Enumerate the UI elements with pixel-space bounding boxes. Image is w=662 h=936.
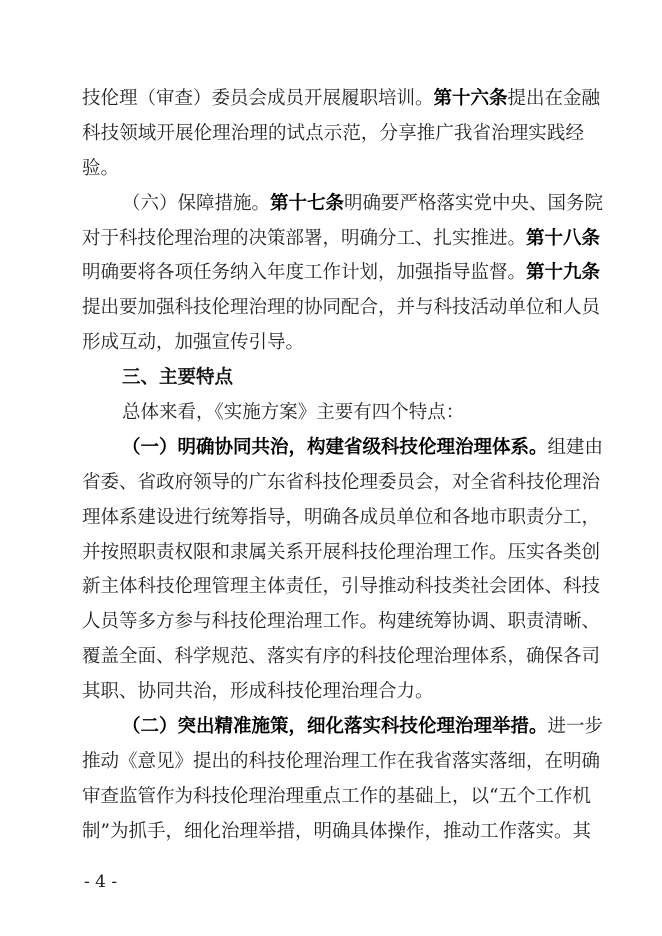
text-segment: 制”为抓手，细化治理举措，明确具体操作，推动工作落实。其 [82,820,591,842]
text-segment: 明确要严格落实党中央、国务院 [344,192,604,214]
text-segment: 省委、省政府领导的广东省科技伦理委员会，对全省科技伦理治 [82,471,601,493]
text-line [82,501,601,536]
text-segment: 科技领域开展伦理治理的试点示范，分享推广我省治理实践经 [82,122,584,144]
text-segment: 提出要加强科技伦理治理的协同配合，并与科技活动单位和人员 [82,297,601,319]
text-line [82,152,584,187]
text-segment: 审查监管作为科技伦理治理重点工作的基础上，以“五个工作机 [82,785,591,807]
text-line [82,117,584,152]
text-line [82,396,584,431]
text-segment: 验。 [82,157,120,179]
text-line [82,466,601,501]
text-segment: 技伦理（审查）委员会成员开展履职培训。 [82,88,434,109]
text-line [82,256,601,291]
text-segment: 形成互动，加强宣传引导。 [82,332,305,354]
text-line [82,536,601,571]
text-line [82,780,591,815]
text-line [82,222,601,257]
text-line [82,675,584,710]
text-segment: 新主体科技伦理管理主体责任，引导推动科技类社会团体、科技 [82,576,601,598]
text-line [82,326,584,361]
text-segment: 组建由 [547,436,604,458]
text-line [82,745,601,780]
text-segment: 提出在金融 [507,88,601,109]
text-segment: （六）保障措施。 [122,192,271,214]
text-line [82,605,601,640]
text-segment: 理体系建设进行统筹指导，明确各成员单位和各地市职责分工， [82,506,601,528]
text-line [82,431,604,466]
bold-text: 第十六条 [433,88,508,109]
text-segment: 其职、协同共治，形成科技伦理治理合力。 [82,681,434,703]
text-segment: 推动《意见》提出的科技伦理治理工作在我省落实落细，在明确 [82,750,601,772]
bold-text: （一）明确协同共治，构建省级科技伦理治理体系。 [122,436,548,458]
text-segment: 三、主要特点 [122,367,234,389]
text-segment: 总体来看，《实施方案》主要有四个特点： [122,402,465,424]
text-line [82,640,601,675]
text-segment: 覆盖全面、科学规范、落实有序的科技伦理治理体系，确保各司 [82,646,601,668]
bold-text: 第十七条 [270,192,345,214]
text-line [82,291,601,326]
document-body [82,82,604,850]
text-line [82,815,591,850]
text-segment: 进一步 [547,716,604,738]
text-segment: 对于科技伦理治理的决策部署，明确分工、扎实推进。 [82,227,527,249]
text-line [82,710,604,745]
text-segment: 明确要将各项任务纳入年度工作计划，加强指导监督。 [82,262,527,284]
page-number: - 4 - [84,872,118,892]
text-line [82,82,601,117]
text-line [82,570,601,605]
text-line [82,187,604,222]
text-segment: 并按照职责权限和隶属关系开展科技伦理治理工作。压实各类创 [82,541,601,563]
text-segment: 人员等多方参与科技伦理治理工作。构建统筹协调、职责清晰、 [82,611,601,633]
section-heading [82,361,584,396]
bold-text: 第十九条 [526,262,601,284]
bold-text: 第十八条 [526,227,601,249]
bold-text: （二）突出精准施策，细化落实科技伦理治理举措。 [122,716,548,738]
